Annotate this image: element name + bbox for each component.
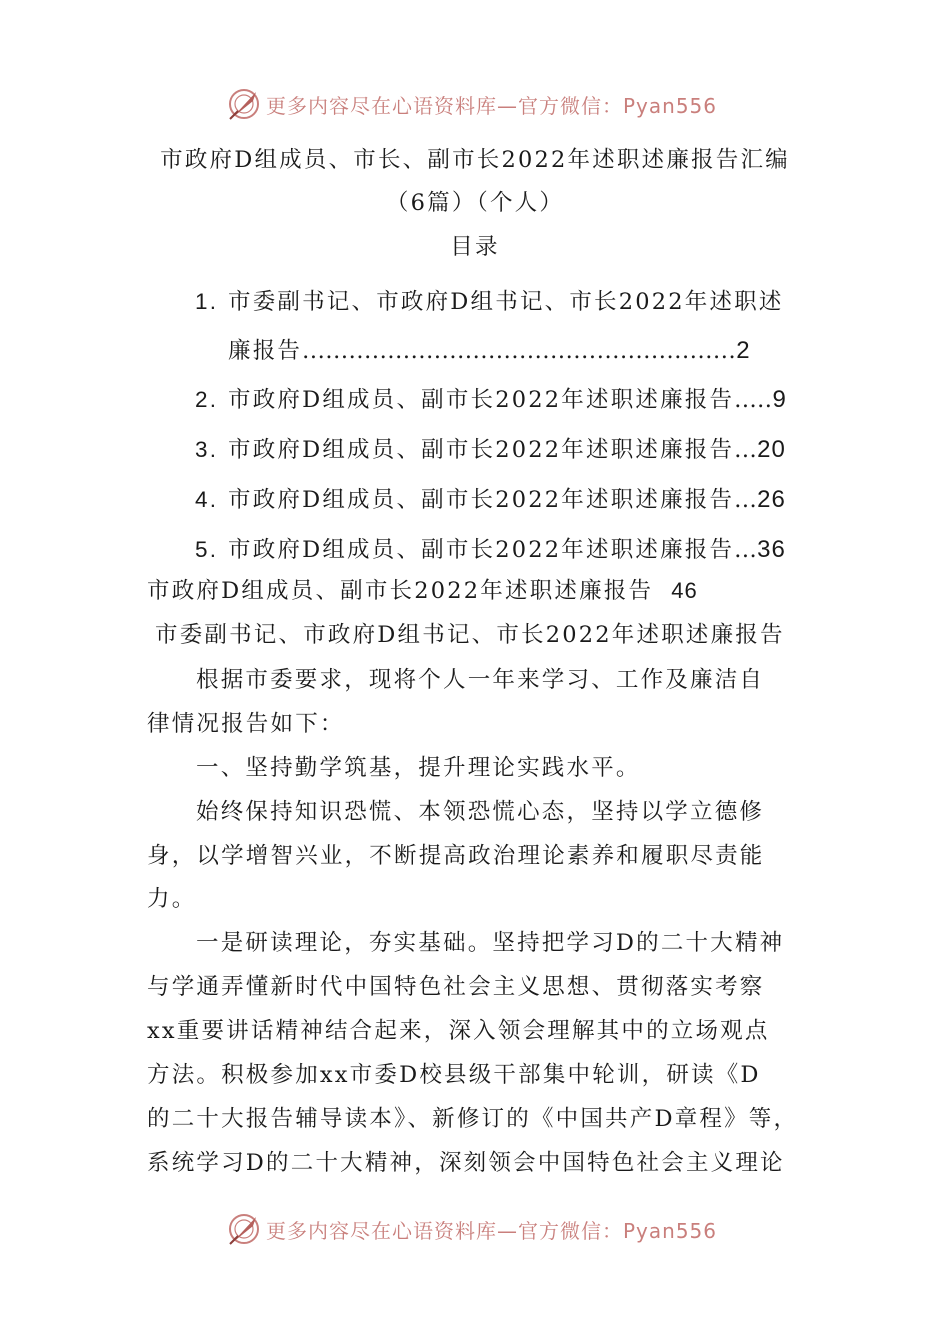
paragraph-line: 身，以学增智兴业，不断提高政治理论素养和履职尽责能 xyxy=(147,843,765,869)
header-watermark-text: 更多内容尽在心语资料库—官方微信：Pyan556 xyxy=(266,93,718,118)
paragraph-line: xx重要讲话精神结合起来，深入领会理解其中的立场观点 xyxy=(147,1018,770,1044)
toc-item-number: 5. xyxy=(195,537,219,562)
toc-item-title: 市政府D组成员、副市长2022年述职述廉报告 xyxy=(228,487,735,513)
footer-watermark-text: 更多内容尽在心语资料库—官方微信：Pyan556 xyxy=(266,1218,718,1243)
toc-page-number: 9 xyxy=(772,386,787,413)
toc-item-1[interactable] xyxy=(195,287,784,317)
section-heading: 一、坚持勤学筑基，提升理论实践水平。 xyxy=(196,755,641,781)
paragraph-line: 的二十大报告辅导读本》、新修订的《中国共产D章程》等， xyxy=(147,1106,799,1132)
toc-item-3[interactable] xyxy=(195,435,786,465)
toc-item-1-continued[interactable] xyxy=(228,336,751,366)
toc-leader-dots: ..... xyxy=(734,387,773,413)
toc-item-title: 市政府D组成员、副市长2022年述职述廉报告 xyxy=(147,578,654,604)
toc-item-5[interactable] xyxy=(195,535,786,565)
quill-logo-icon xyxy=(226,1211,262,1247)
toc-page-number: 26 xyxy=(757,486,786,513)
paragraph-line: 根据市委要求，现将个人一年来学习、工作及廉洁自 xyxy=(196,667,765,693)
paragraph-line: 始终保持知识恐慌、本领恐慌心态，坚持以学立德修 xyxy=(196,799,765,825)
paragraph-line: 律情况报告如下： xyxy=(147,711,345,737)
toc-item-6[interactable] xyxy=(147,576,698,606)
paragraph-line: 系统学习D的二十大精神，深刻领会中国特色社会主义理论 xyxy=(147,1150,785,1176)
toc-leader-dots: ........................................................ xyxy=(302,338,737,364)
toc-item-number: 2. xyxy=(195,387,219,412)
toc-item-number: 1. xyxy=(195,289,219,314)
paragraph-line: 方法。积极参加xx市委D校县级干部集中轮训，研读《D xyxy=(147,1062,761,1088)
paragraph-line: 与学通弄懂新时代中国特色社会主义思想、贯彻落实考察 xyxy=(147,974,765,1000)
header-watermark-banner xyxy=(0,84,950,124)
toc-leader-dots: ... xyxy=(734,487,758,513)
document-title-line2: （6篇）（个人） xyxy=(385,190,565,216)
toc-page-number: 2 xyxy=(736,337,751,364)
footer-watermark-banner xyxy=(0,1209,950,1249)
toc-leader-dots: ... xyxy=(734,437,758,463)
quill-logo-icon xyxy=(226,86,262,122)
toc-item-title-continued: 廉报告 xyxy=(228,338,303,364)
toc-item-title: 市政府D组成员、副市长2022年述职述廉报告 xyxy=(228,437,735,463)
toc-item-title: 市政府D组成员、副市长2022年述职述廉报告 xyxy=(228,387,735,413)
toc-leader-dots: ... xyxy=(734,537,758,563)
toc-heading: 目录 xyxy=(450,234,500,260)
article-title: 市委副书记、市政府D组书记、市长2022年述职述廉报告 xyxy=(155,622,785,648)
toc-item-number: 3. xyxy=(195,437,219,462)
paragraph-line: 一是研读理论，夯实基础。坚持把学习D的二十大精神 xyxy=(196,930,785,956)
paragraph-line: 力。 xyxy=(147,886,197,912)
toc-item-number: 4. xyxy=(195,487,219,512)
toc-item-title: 市政府D组成员、副市长2022年述职述廉报告 xyxy=(228,537,735,563)
toc-page-number: 46 xyxy=(671,578,698,603)
toc-item-title: 市委副书记、市政府D组书记、市长2022年述职述 xyxy=(228,289,784,315)
toc-item-4[interactable] xyxy=(195,485,786,515)
toc-page-number: 36 xyxy=(757,536,786,563)
toc-item-2[interactable] xyxy=(195,385,787,415)
toc-page-number: 20 xyxy=(757,436,786,463)
document-title-line1: 市政府D组成员、市长、副市长2022年述职述廉报告汇编 xyxy=(160,147,790,173)
